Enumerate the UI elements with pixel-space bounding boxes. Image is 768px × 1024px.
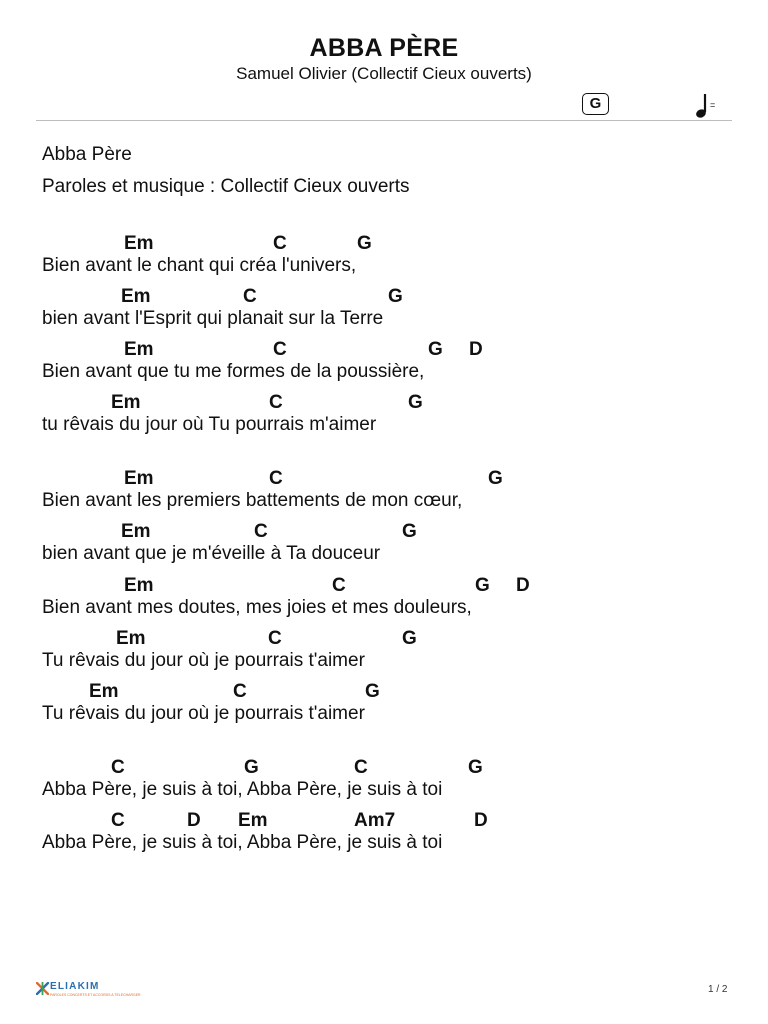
- chord: C: [111, 810, 125, 831]
- chord: G: [402, 521, 417, 542]
- chord: G: [365, 681, 380, 702]
- verse-line: [42, 468, 503, 514]
- header-divider: [36, 120, 732, 121]
- chord: C: [332, 575, 346, 596]
- chord: C: [269, 468, 283, 489]
- logo-text: ELIAKIM: [50, 981, 100, 992]
- key-badge: G: [582, 93, 609, 115]
- tempo-equals: =: [710, 100, 716, 110]
- quarter-note-icon: [694, 92, 720, 120]
- logo-tagline: PAROLES CONCERTS ET ACCORDS A TELECHARGER: [50, 993, 141, 997]
- chord-row: [42, 810, 488, 832]
- logo-star-icon: [36, 982, 49, 995]
- chord: G: [402, 628, 417, 649]
- verse-line: [42, 521, 417, 567]
- chord: Em: [124, 233, 154, 254]
- chord: Em: [124, 468, 154, 489]
- verse-line: [42, 233, 372, 279]
- chord: C: [354, 757, 368, 778]
- chord: D: [516, 575, 530, 596]
- chord: C: [233, 681, 247, 702]
- verse-line: [42, 681, 380, 727]
- lyric-text: Abba Père, je suis à toi, Abba Père, je suis à toi: [42, 832, 443, 853]
- chord: G: [408, 392, 423, 413]
- verse-line: [42, 628, 417, 674]
- chord: Em: [111, 392, 141, 413]
- lyric-text: Abba Père, je suis à toi, Abba Père, je suis à toi: [42, 779, 443, 800]
- chord: Em: [238, 810, 268, 831]
- chord: Em: [116, 628, 146, 649]
- chord: C: [243, 286, 257, 307]
- chord: C: [269, 392, 283, 413]
- verse-line: [42, 392, 423, 438]
- chord-row: [42, 233, 372, 255]
- chord: G: [357, 233, 372, 254]
- song-name: Abba Père: [42, 144, 132, 165]
- chord: G: [244, 757, 259, 778]
- chord: C: [111, 757, 125, 778]
- verse-line: [42, 810, 488, 856]
- chord-row: [42, 575, 530, 597]
- song-title: ABBA PÈRE: [309, 34, 459, 62]
- chord: C: [273, 233, 287, 254]
- chord: C: [254, 521, 268, 542]
- chord-row: [42, 392, 423, 414]
- chord-row: [42, 628, 417, 650]
- chord: Em: [89, 681, 119, 702]
- verse-line: [42, 575, 530, 621]
- chord: G: [475, 575, 490, 596]
- chord: C: [268, 628, 282, 649]
- chord-row: [42, 339, 483, 361]
- chord: Em: [121, 521, 151, 542]
- chord-row: [42, 286, 403, 308]
- chord-row: [42, 681, 380, 703]
- song-credits: Paroles et musique : Collectif Cieux ouverts: [42, 176, 410, 197]
- chord: G: [488, 468, 503, 489]
- chord: Em: [121, 286, 151, 307]
- verse-line: [42, 339, 483, 385]
- page-number: 1 / 2: [708, 984, 728, 995]
- chord: D: [469, 339, 483, 360]
- lyric-text: bien avant l'Esprit qui planait sur la Terre: [42, 308, 384, 329]
- chord-row: [42, 521, 417, 543]
- song-subtitle: Samuel Olivier (Collectif Cieux ouverts): [236, 64, 532, 83]
- lyric-text: Tu rêvais du jour où je pourrais t'aimer: [42, 703, 365, 724]
- lyric-text: Bien avant le chant qui créa l'univers,: [42, 255, 357, 276]
- chord: Em: [124, 339, 154, 360]
- lyric-text: bien avant que je m'éveille à Ta douceur: [42, 543, 381, 564]
- lyric-text: Bien avant les premiers battements de mon cœur,: [42, 490, 463, 511]
- chord: D: [474, 810, 488, 831]
- chord: G: [388, 286, 403, 307]
- verse-line: [42, 757, 483, 803]
- chord-row: [42, 468, 503, 490]
- chord: G: [428, 339, 443, 360]
- lyric-text: Bien avant que tu me formes de la poussière,: [42, 361, 425, 382]
- lyric-text: Tu rêvais du jour où je pourrais t'aimer: [42, 650, 365, 671]
- chord: Em: [124, 575, 154, 596]
- chord: G: [468, 757, 483, 778]
- chord: C: [273, 339, 287, 360]
- lyric-text: tu rêvais du jour où Tu pourrais m'aimer: [42, 414, 377, 435]
- chord-row: [42, 757, 483, 779]
- lyric-text: Bien avant mes doutes, mes joies et mes douleurs,: [42, 597, 472, 618]
- eliakim-logo: [36, 980, 141, 1000]
- chord: Am7: [354, 810, 396, 831]
- chord: D: [187, 810, 201, 831]
- verse-line: [42, 286, 403, 332]
